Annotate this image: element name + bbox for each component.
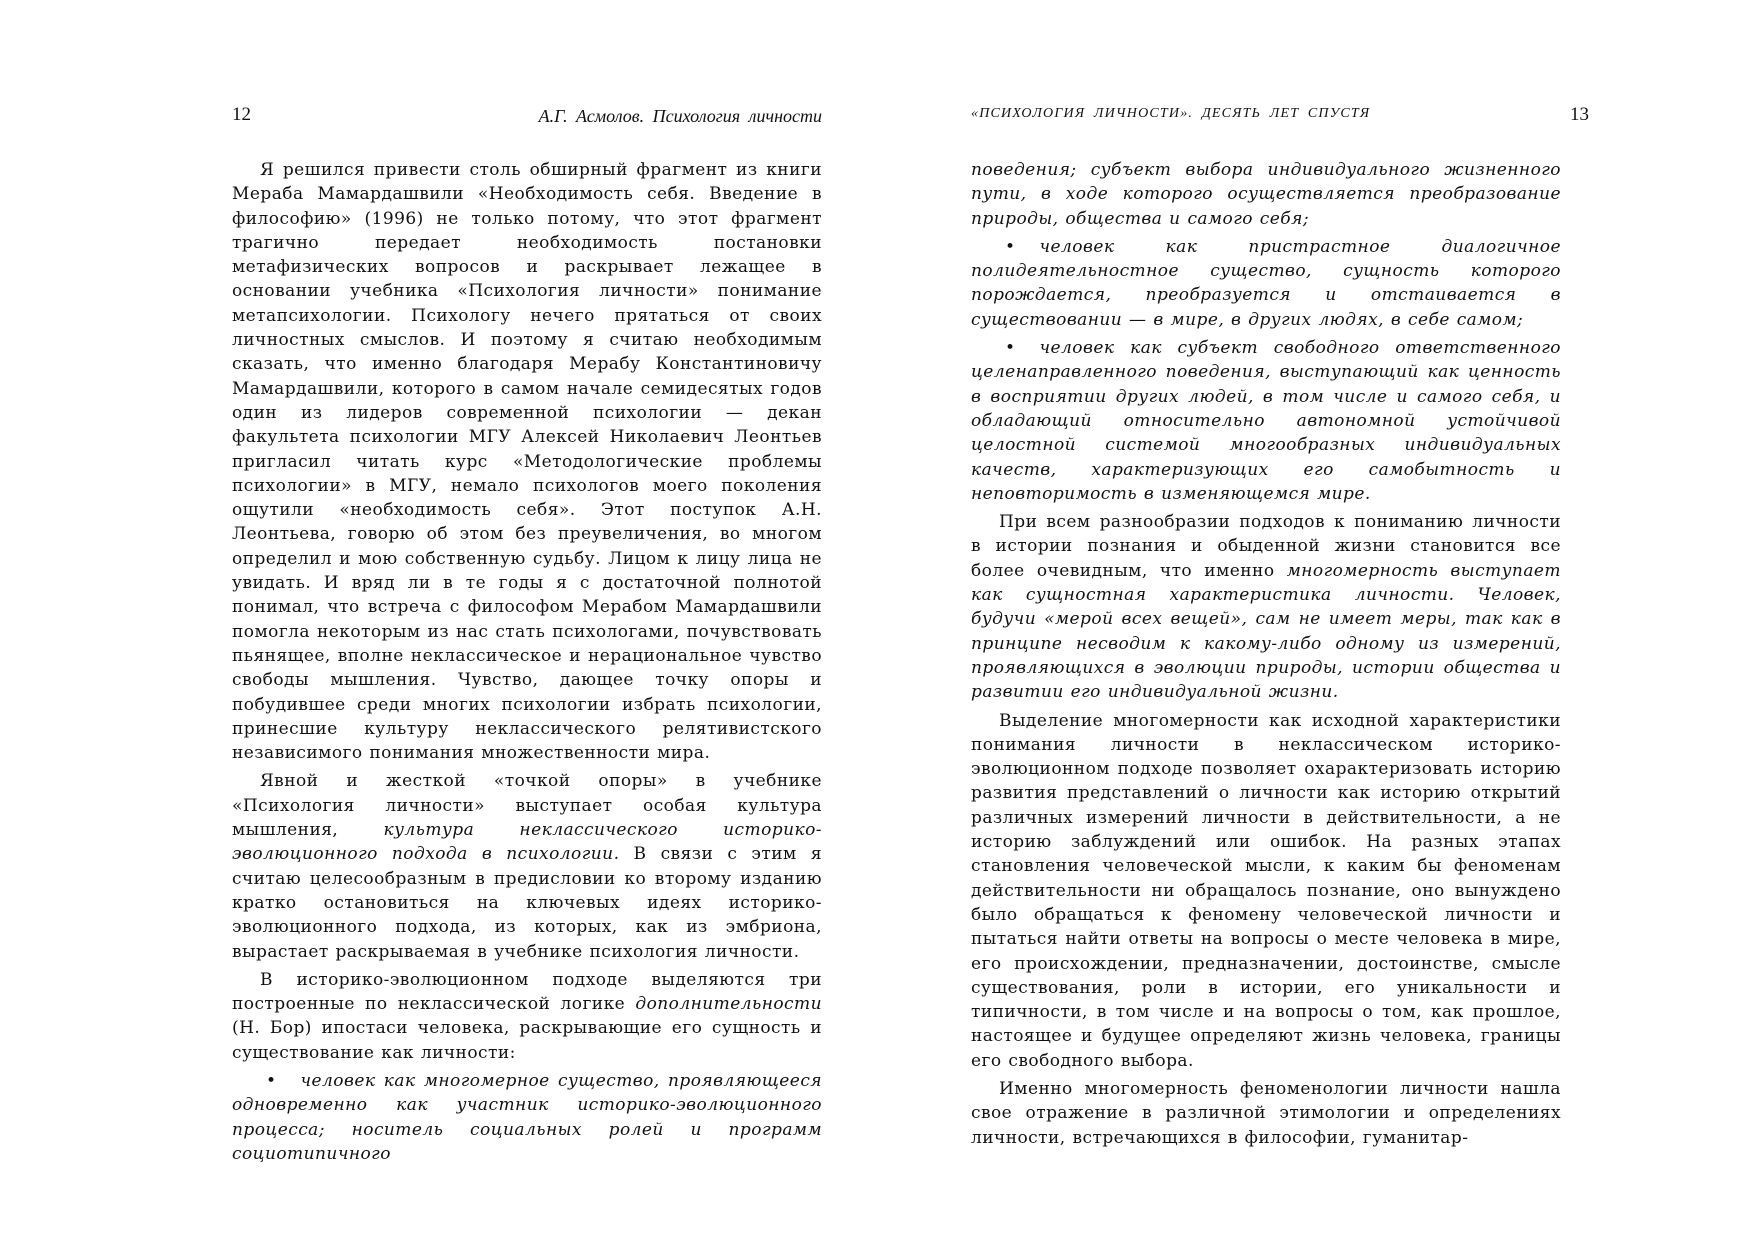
text-run: При всем разнообразии подходов к пониманию личности в истории познания и обыденной жизни становится все более очевидным, что именно [971,512,1561,581]
left-page-number: 12 [232,104,251,125]
paragraph [232,968,822,1065]
text-run: Выделение многомерности как исходной характеристики понимания личности в неклассическом историко-эволюционном подходе позволяет охарактеризовать историю развития представлений о личности как историю открытий различных измерений личности в действительности, а не историю заблуждений или ошибок. На разных этапах становления человеческой мысли, к каким бы феноменам действительности ни обращалось познание, оно вынуждено было обращаться к феномену человеческой личности и пытаться найти ответы на вопросы о месте человека в мире, его происхождении, предназначении, достоинстве, смысле существования, роли в истории, его уникальности и типичности, в том числе и на вопросы о том, как прошлое, настоящее и будущее определяют жизнь человека, границы его свободного выбора. [971,710,1561,1071]
paragraph [971,158,1561,231]
italic-text: человек как многомерное существо, проявляющееся одновременно как участник историко-эволюционного процесса; носитель социальных ролей и программ социотипичного [232,1070,822,1164]
left-running-head: А.Г. Асмолов. Психология личности [538,106,822,126]
text-run: В историко-эволюционном подходе выделяются три построенные по неклассической логике [232,969,822,1015]
bullet-marker: • [266,1070,277,1091]
bullet-marker: • [1005,236,1016,257]
bullet-item [232,1069,822,1166]
right-page-header [971,104,1589,128]
italic-text: человек как субъект свободного ответственного целенаправленного поведения, выступающий как ценность в восприятии других людей, в том числе и самого себя, и обладающий относительно автономной устойчивой целостной системой многообразных индивидуальных качеств, характеризующих его самобытность и неповторимость в изменяющемся мире. [971,338,1561,504]
italic-text: дополнительности [635,994,822,1015]
paragraph [971,709,1561,1073]
bullet-item [971,336,1561,506]
left-page-header [232,104,822,128]
left-page-body [232,158,822,1166]
text-run: Именно многомерность феноменологии личности нашла свое отражение в различной этимологии и определениях личности, встречающихся в философии, гуманитар- [971,1078,1561,1148]
paragraph [232,769,822,963]
right-page-number: 13 [1570,104,1589,125]
italic-text: человек как пристрастное диалогичное полидеятельностное существо, сущность которого порождается, преобразуется и отстаивается в существовании — в мире, в других людях, в себе самом; [971,236,1561,330]
right-running-head: «ПСИХОЛОГИЯ ЛИЧНОСТИ». ДЕСЯТЬ ЛЕТ СПУСТЯ [971,106,1371,121]
italic-text: поведения; субъект выбора индивидуального жизненного пути, в ходе которого осуществляется преобразование природы, общества и самого себя; [971,160,1561,229]
italic-text: многомерность выступает как сущностная характеристика личности. Человек, будучи «мерой всех вещей», сам не имеет меры, так как в принципе несводим к какому-либо одному из измерений, проявляющихся в эволюции природы, истории общества и развитии его индивидуальной жизни. [971,560,1561,703]
text-run: Явной и жесткой «точкой опоры» в учебнике «Психология личности» выступает особая культура мышления, [232,771,822,841]
italic-text: культура неклассического историко-эволюционного подхода в психологии. [232,820,822,865]
paragraph [971,1077,1561,1150]
bullet-marker: • [1005,338,1016,359]
right-page-body [971,158,1561,1150]
text-run: Я решился привести столь обширный фрагмент из книги Мераба Мамардашвили «Необходимость себя. Введение в философию» (1996) не только потому, что этот фрагмент трагично передает необходимость постановки метафизических вопросов и раскрывает лежащее в основании учебника «Психология личности» понимание метапсихологии. Психологу нечего прятаться от своих личностных смыслов. И поэтому я считаю необходимым сказать, что именно благодаря Мерабу Константиновичу Мамардашвили, которого в самом начале семидесятых годов один из лидеров современной психологии — декан факультета психологии МГУ Алексей Николаевич Леонтьев пригласил читать курс «Методологические проблемы психологии» в МГУ, немало психологов моего поколения ощутили «необходимость себя». Этот поступок А.Н. Леонтьева, говорю об этом без преувеличения, во многом определил и мою собственную судьбу. Лицом к лицу лица не увидать. И вряд ли в те годы я с достаточной полнотой понимал, что встреча с философом Мерабом Мамардашвили помогла некоторым из нас стать психологами, почувствовать пьянящее, вполне неклассическое и нерациональное чувство свободы мышления. Чувство, дающее точку опоры и побудившее среди многих психологии избрать психологии, принесшие культуру неклассического релятивистского независимого понимания множественности мира. [232,160,822,764]
paragraph [232,158,822,765]
text-run: (Н. Бор) ипостаси человека, раскрывающие его сущность и существование как личности: [232,1018,822,1063]
bullet-item [971,235,1561,332]
text-run: В связи с этим я считаю целесообразным в предисловии ко второму изданию кратко остановиться на ключевых идеях историко-эволюционного подхода, из которых, как из эмбриона, вырастает раскрываемая в учебнике психология личности. [232,844,822,962]
paragraph [971,510,1561,704]
